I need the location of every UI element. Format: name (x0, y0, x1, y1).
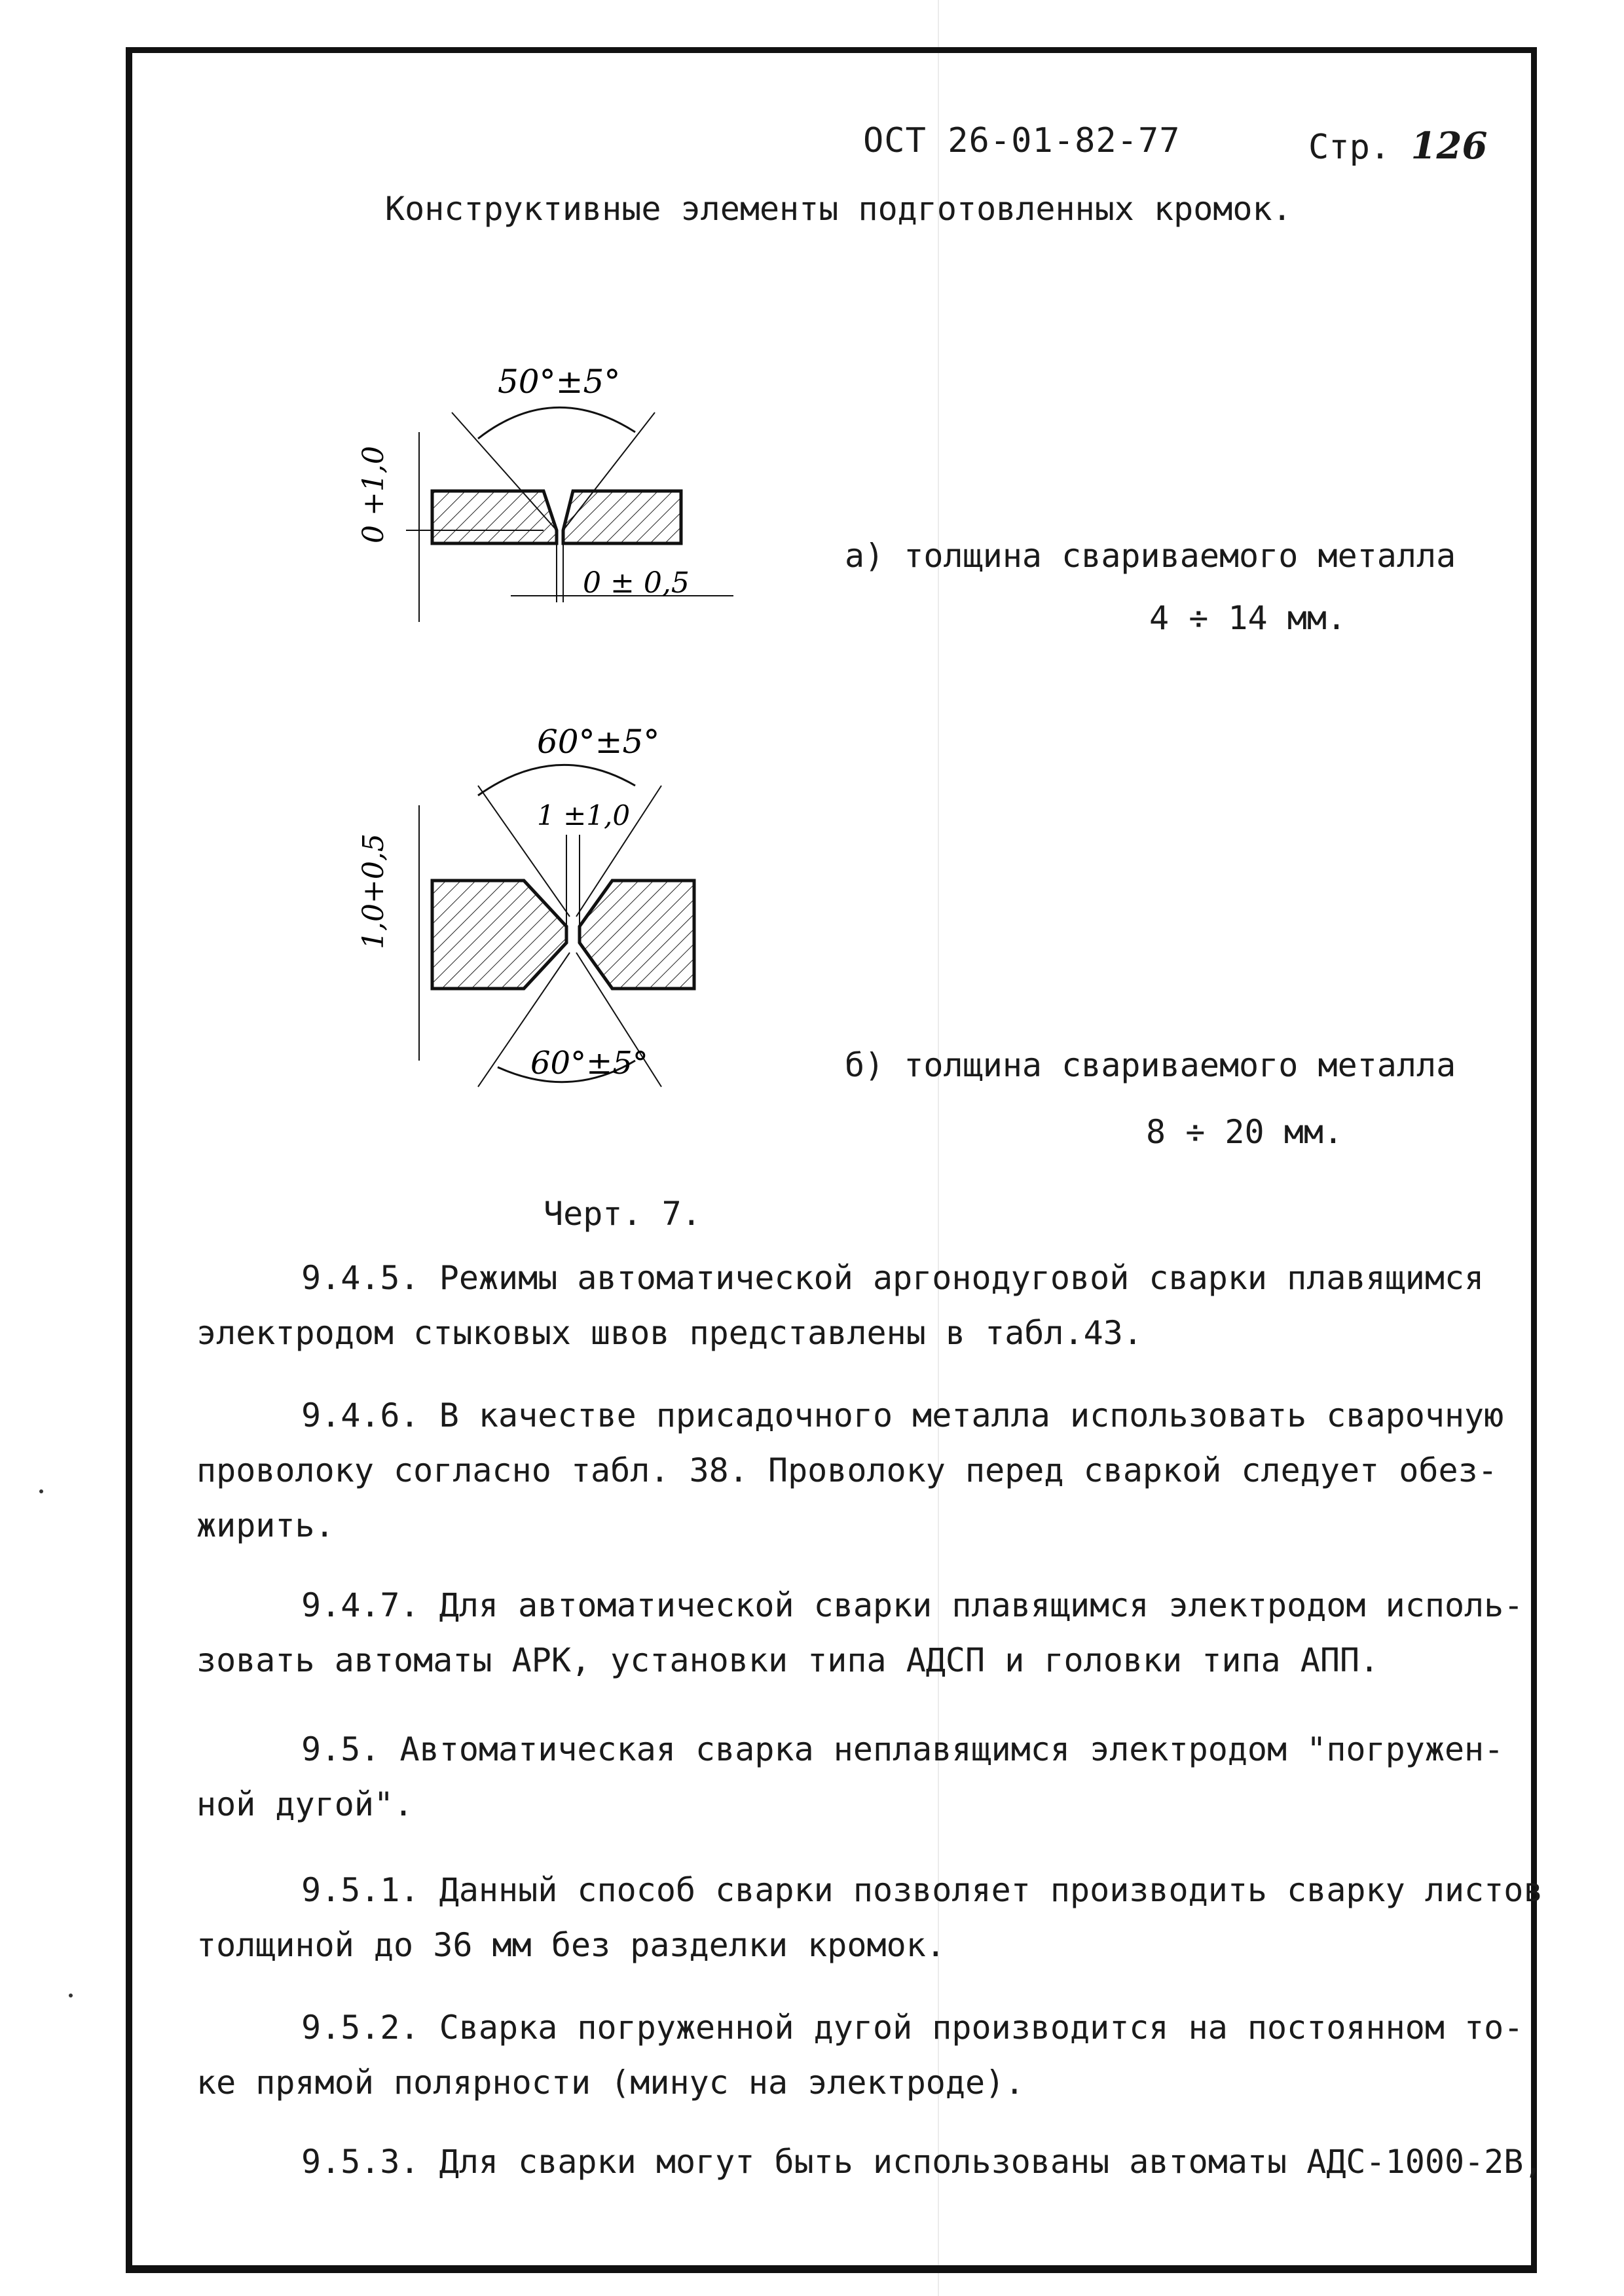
paragraph-line: 9.4.6. В качестве присадочного металла использовать сварочную (301, 1396, 1504, 1434)
page-number: 126 (1411, 124, 1488, 168)
scan-speck (69, 1994, 73, 1997)
section-subtitle: Конструктивные элементы подготовленных кромок. (385, 190, 1292, 228)
paragraph-line: 9.4.5. Режимы автоматической аргонодуговой сварки плавящимся (301, 1259, 1485, 1297)
document-code: ОСТ 26-01-82-77 (863, 121, 1181, 160)
paragraph-9-4-6 (196, 1388, 1504, 1553)
thickness-a-label: 0 +1,0 (357, 446, 390, 543)
paragraph-line: ке прямой полярности (минус на электроде). (196, 2064, 1025, 2102)
paragraph-line: электродом стыковых швов представлены в табл.43. (196, 1314, 1143, 1352)
paragraph-line: 9.5. Автоматическая сварка неплавящимся электродом "погружен- (301, 1730, 1504, 1768)
paragraph-9-4-7 (196, 1578, 1523, 1688)
joint-b-drawing (357, 723, 694, 1087)
paragraph-line: 9.5.1. Данный способ сварки позволяет производить сварку листов (301, 1871, 1543, 1909)
caption-b-line1: б) толщина свариваемого металла (845, 1046, 1456, 1084)
weld-joint-figure (347, 327, 819, 1126)
paragraph-9-5-3 (196, 2134, 1543, 2189)
caption-b-line2: 8 ÷ 20 мм. (1146, 1113, 1344, 1151)
angle-a-label: 50°±5° (498, 363, 621, 401)
figure-label: Черт. 7. (544, 1195, 701, 1233)
joint-a-drawing (357, 363, 733, 622)
paragraph-9-5-1 (196, 1863, 1543, 1973)
caption-a-line2: 4 ÷ 14 мм. (1149, 599, 1347, 637)
paragraph-line: 9.5.3. Для сварки могут быть использованы автоматы АДС-1000-2В, (301, 2143, 1543, 2181)
root-face-b-label: 1,0+0,5 (357, 833, 390, 949)
caption-a-line1: а) толщина свариваемого металла (845, 537, 1456, 575)
gap-a-label: 0 ± 0,5 (583, 566, 690, 600)
angle-b-bottom-label: 60°±5° (530, 1045, 648, 1082)
paragraph-line: проволоку согласно табл. 38. Проволоку перед сваркой следует обез- (196, 1451, 1498, 1489)
paragraph-line: 9.4.7. Для автоматической сварки плавящимся электродом исполь- (301, 1586, 1524, 1624)
paragraph-line: зовать автоматы АРК, установки типа АДСП и головки типа АПП. (196, 1641, 1380, 1679)
angle-b-top-label: 60°±5° (537, 723, 660, 761)
weld-joint-drawing (347, 327, 819, 1126)
paragraph-line: ной дугой". (196, 1785, 414, 1823)
paragraph-line: 9.5.2. Сварка погруженной дугой производится на постоянном то- (301, 2009, 1524, 2047)
scan-speck (39, 1489, 43, 1493)
page-number-label (1308, 124, 1487, 168)
paragraph-line: жирить. (196, 1506, 335, 1544)
paragraph-line: толщиной до 36 мм без разделки кромок. (196, 1926, 946, 1964)
paragraph-9-5-2 (196, 2000, 1523, 2110)
page-label: Стр. (1308, 128, 1391, 167)
root-gap-b-label: 1 ±1,0 (537, 799, 631, 831)
paragraph-9-4-5 (196, 1250, 1484, 1360)
paragraph-9-5 (196, 1722, 1504, 1832)
